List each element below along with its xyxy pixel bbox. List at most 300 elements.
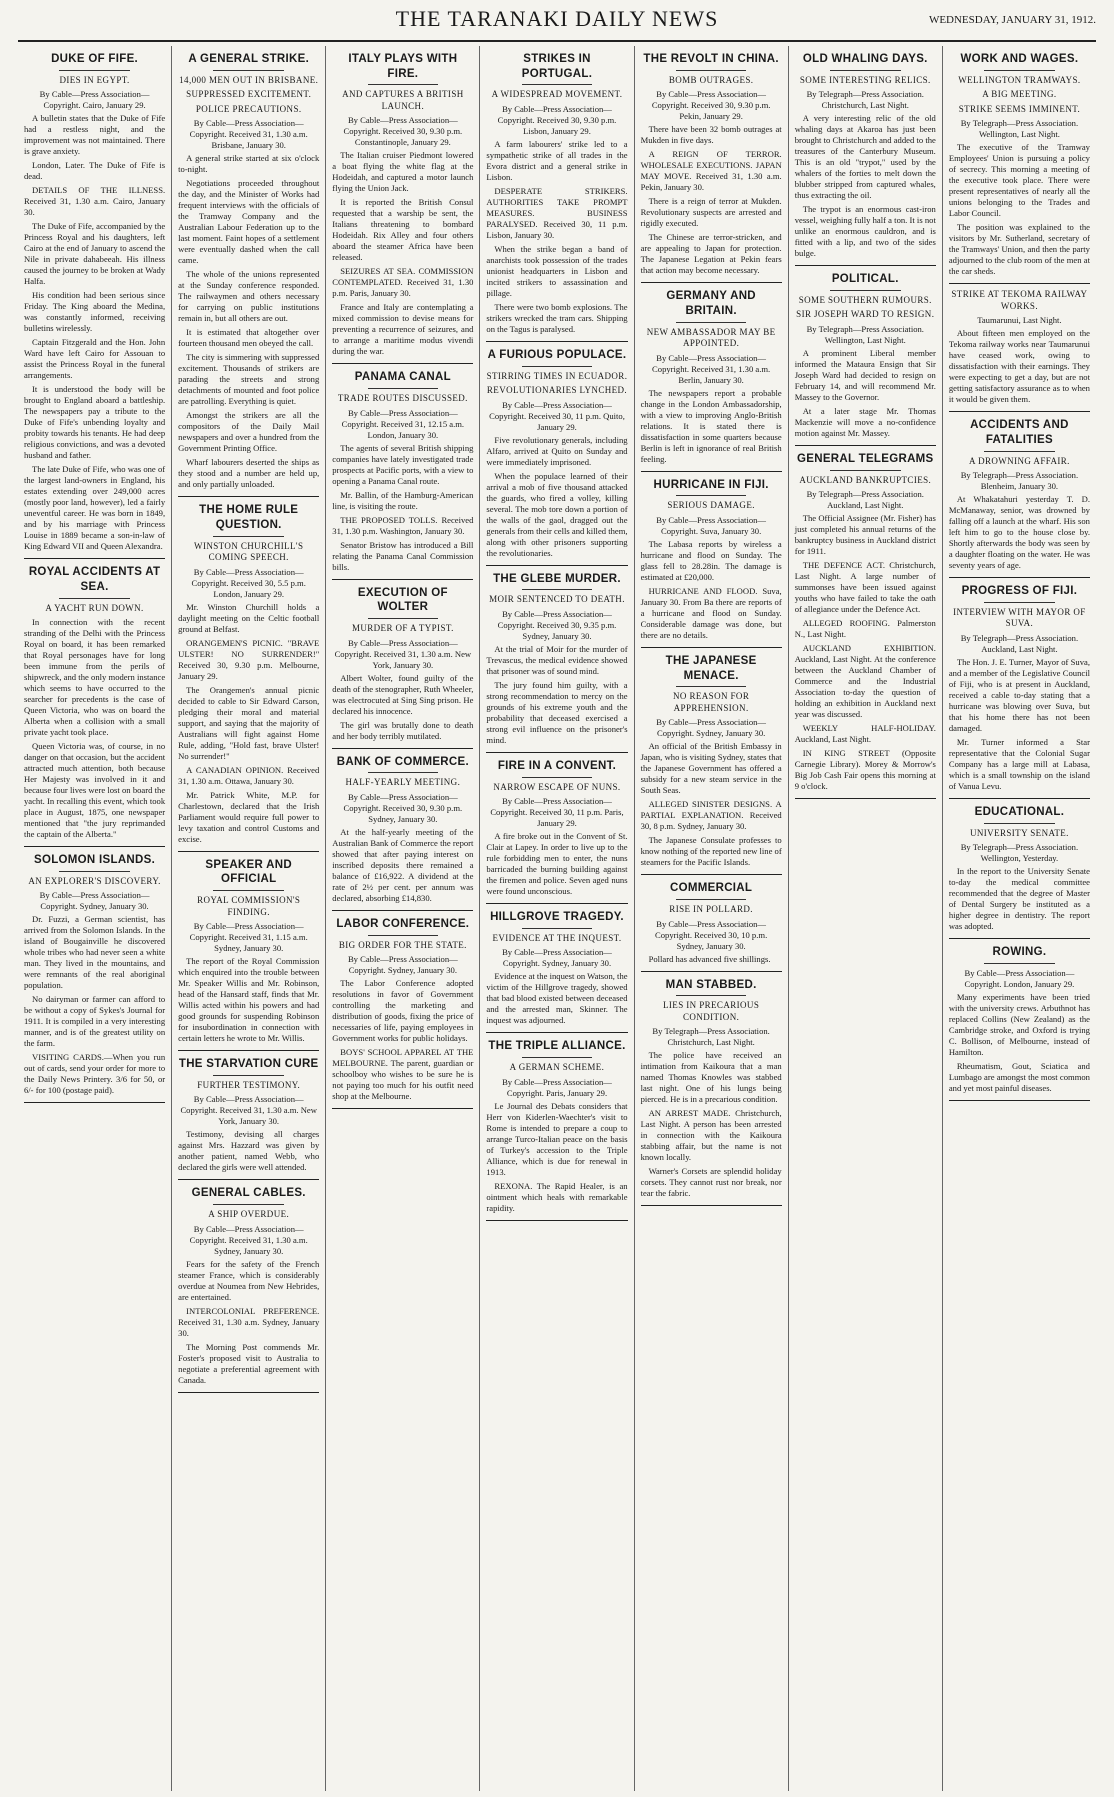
article-paragraph: The Official Assignee (Mr. Fisher) has just completed his annual returns of the bankruptcy business in Auckland district for 1911. — [794, 513, 936, 557]
headline-rule — [59, 70, 130, 71]
article — [178, 858, 319, 1044]
article — [486, 759, 627, 897]
headline-rule — [984, 963, 1055, 964]
article-paragraph: SEIZURES AT SEA. COMMISSION CONTEMPLATED. Received 31, 1.30 p.m. Paris, January 30. — [332, 266, 474, 299]
article-headline: POLITICAL. — [831, 273, 899, 286]
article — [795, 52, 936, 259]
headline-rule — [522, 589, 593, 590]
article-paragraph: The position was explained to the visitors by Mr. Sutherland, secretary of the Tramways' Union, and then the party adjourned to the club room of the men at the car sheds. — [948, 222, 1090, 277]
article-paragraph: The late Duke of Fife, who was one of the largest land-owners in England, his estates extending over 249,000 acres (mostly poor land, however), led a fairly uneventful career. He was born in 1849, and by his marriage with Princess Louise in 1889 became a son-in-law of King Edward VII and Queen Alexandra. — [24, 464, 166, 552]
article-dateline: By Cable—Press Association—Copyright. Sydney, January 30. — [347, 954, 458, 976]
article-paragraph: The city is simmering with suppressed excitement. Thousands of strikers are parading the streets and strong detachments of mounted and foot police are patrolling. Everything is quiet. — [178, 352, 320, 407]
article-dateline: By Telegraph—Press Association. Christchurch, Last Night. — [806, 89, 924, 111]
article-subhead: SUPPRESSED EXCITEMENT. — [186, 89, 312, 100]
article-paragraph: Evidence at the inquest on Watson, the victim of the Hillgrove tragedy, showed that bad blood existed between deceased and the arrested man, Skinner. The inquest was adjourned. — [486, 971, 628, 1026]
article-paragraph: France and Italy are contemplating a mixed commission to devise means for preventing a recurrence of seizures, and to arrange a maritime modus vivendi during the war. — [332, 302, 474, 357]
article-separator — [24, 558, 165, 559]
article-paragraph: Mr. Ballin, of the Hamburg-American line, is visiting the route. — [332, 489, 474, 511]
article-headline: THE TRIPLE ALLIANCE. — [488, 1040, 626, 1053]
article-headline: THE JAPANESE MENACE. — [665, 654, 757, 682]
article-dateline: By Telegraph—Press Association. Christchurch, Last Night. — [652, 1026, 770, 1048]
headline-rule — [368, 388, 439, 389]
article-subhead: STRIKE SEEMS IMMINENT. — [958, 103, 1081, 114]
article-separator — [332, 910, 473, 911]
article-headline: GENERAL CABLES. — [191, 1187, 306, 1200]
article-paragraph: The trypot is an enormous cast-iron vessel, weighing fully half a ton. It is not unlike an enormous cauldron, and is fitted with a lip, and two of the sides bulge. — [794, 204, 936, 259]
article-dateline: By Cable—Press Association—Copyright. Received 30, 9.30 p.m. Sydney, January 30. — [343, 791, 463, 824]
article-separator — [178, 1050, 319, 1051]
article-paragraph: Dr. Fuzzi, a German scientist, has arrived from the Solomon Islands. In the island of Bougainville he discovered whole tribes who had never seen a white man. They lived in the mountains, and were remnants of the real aboriginal population. — [24, 914, 166, 991]
headline-rule — [522, 928, 593, 929]
article-separator — [486, 752, 627, 753]
column-2 — [172, 46, 326, 1791]
article-subhead: STRIKE AT TEKOMA RAILWAY WORKS. — [951, 289, 1088, 311]
article-dateline: By Cable—Press Association—Copyright. Received 30, 9.30 p.m. Lisbon, January 29. — [497, 103, 617, 136]
article-paragraph: The Hon. J. E. Turner, Mayor of Suva, and a member of the Legislative Council of Fiji, who is at present in Auckland, received a cable to-day stating that a hurricane was blowing over Suva, but that his home there has not been damaged. — [948, 657, 1090, 733]
article — [178, 1186, 319, 1385]
article-separator — [949, 1100, 1090, 1101]
article-separator — [486, 565, 627, 566]
article-paragraph: Albert Wolter, found guilty of the death of the stenographer, Ruth Wheeler, was electrocuted at Sing Sing prison. He declared his innocence. — [332, 672, 474, 716]
masthead — [18, 0, 1096, 42]
article — [332, 370, 473, 572]
article-subhead: INTERVIEW WITH MAYOR OF SUVA. — [953, 606, 1086, 629]
article-paragraph: The police have received an intimation from Kaikoura that a man named Thomas Knowles was stabbed last night. One of his lungs being pierced. He is in a precarious condition. — [640, 1050, 782, 1105]
article-subhead: HALF-YEARLY MEETING. — [345, 777, 461, 788]
article — [486, 572, 627, 746]
article-subhead: TRADE ROUTES DISCUSSED. — [337, 393, 468, 404]
article-paragraph: A bulletin states that the Duke of Fife had a restless night, and the improvement was not maintained. There is grave anxiety. — [24, 113, 166, 157]
article-paragraph: A fire broke out in the Convent of St. Clair at Lapey. In order to live up to the rule forbidding men to enter, the nuns barricaded the burning building against the firemen and police. Seven aged nuns were found unconscious. — [486, 831, 628, 897]
article-paragraph: When the populace learned of their arrival a mob of five thousand attacked the guards, who fired a volley, killing several. The mob tore down a portion of the walls of the gaol, dragged out the generals from their cells and killed them, along with other prisoners supporting the revolutionaries. — [486, 470, 628, 558]
article-paragraph: No dairyman or farmer can afford to be without a copy of Sykes's Journal for 1911. It is compiled in a very interesting manner, and is of the greatest utility on the farm. — [24, 994, 166, 1049]
article-dateline: By Cable—Press Association—Copyright. London, January 29. — [964, 967, 1075, 989]
article-dateline: By Cable—Press Association—Copyright. Received 31, 1.30 a.m. Berlin, January 30. — [652, 352, 771, 385]
article-paragraph: Senator Bristow has introduced a Bill relating the Panama Canal Commission bills. — [332, 539, 474, 572]
article — [332, 586, 473, 742]
article-paragraph: The jury found him guilty, with a strong recommendation to mercy on the grounds of his extreme youth and the probability that deceased exercised a strong evil influence on the prisoner's mind. — [486, 679, 628, 745]
article-headline: STRIKES IN PORTUGAL. — [521, 53, 593, 80]
article — [795, 452, 936, 792]
article-subhead: EVIDENCE AT THE INQUEST. — [492, 932, 622, 943]
headline-rule — [676, 686, 747, 687]
article-paragraph: ORANGEMEN'S PICNIC. "BRAVE ULSTER! NO SURRENDER!" Received 30, 9.30 p.m. Melbourne, January 29. — [178, 637, 320, 681]
column-7 — [943, 46, 1096, 1791]
headline-rule — [984, 823, 1055, 824]
headline-rule — [984, 70, 1055, 71]
article-paragraph: The Japanese Consulate professes to know nothing of the reported new line of steamers for the Pacific Islands. — [640, 835, 782, 868]
article-separator — [24, 1102, 165, 1103]
article — [332, 755, 473, 904]
headline-rule — [368, 84, 439, 85]
article — [641, 978, 782, 1200]
article-subhead: 14,000 MEN OUT IN BRISBANE. — [179, 74, 319, 85]
article-dateline: By Cable—Press Association—Copyright. Received 30, 9.35 p.m. Sydney, January 30. — [497, 608, 617, 641]
column-5 — [635, 46, 789, 1791]
headline-rule — [676, 899, 747, 900]
headline-rule — [522, 1057, 593, 1058]
article-subhead: A YACHT RUN DOWN. — [45, 602, 144, 613]
article-headline: EDUCATIONAL. — [974, 806, 1065, 818]
article-paragraph: The executive of the Tramway Employees' Union is pursuing a policy of secrecy. This morning a meeting of the executive took place. There were present representatives of nearly all the unions belonging to the Trades and Labor Council. — [948, 142, 1090, 219]
article-paragraph: The Labasa reports by wireless a hurricane and flood on Sunday. The glass fell to 28.28in. The damage is estimated at £20,000. — [640, 538, 782, 582]
article-separator — [641, 874, 782, 875]
article-paragraph: A farm labourers' strike led to a sympathetic strike of all trades in the Evora district and a general strike in Lisbon. — [486, 138, 628, 182]
article-subhead: AN EXPLORER'S DISCOVERY. — [28, 875, 161, 886]
article-paragraph: AN ARREST MADE. Christchurch, Last Night. A person has been arrested in connection with the Kaikoura stabbing affair, but the name is not known locally. — [640, 1108, 782, 1163]
article-paragraph: The Orangemen's annual picnic decided to cable to Sir Edward Carson, pledging their moral and material support, and saying that the majority of Australians will fight against Home Rule, adding, "Hold fast, brave Ulster! No surrender!" — [178, 684, 320, 761]
article-paragraph: A prominent Liberal member informed the Mataura Ensign that Sir Joseph Ward had decided to resign on February 14, and will recommend Mr. Massey to the Governor. — [794, 347, 936, 402]
article — [178, 52, 319, 490]
article-dateline: By Cable—Press Association—Copyright. Received 31, 1.30 a.m. Brisbane, January 30. — [189, 118, 308, 151]
article-dateline: By Cable—Press Association—Copyright. Paris, January 29. — [502, 1076, 612, 1098]
article-headline: THE GLEBE MURDER. — [493, 572, 621, 585]
headline-rule — [213, 890, 284, 891]
article-paragraph: Queen Victoria was, of course, in no danger on that occasion, but the accident attracted much attention, both because Her Majesty was involved in it and because four lives were lost on board the yacht. In recalling this event, which took place in August, 1875, one newspaper mentioned that "the jury reprimanded the captain of the Alberta." — [24, 741, 166, 840]
article-subhead: NEW AMBASSADOR MAY BE APPOINTED. — [646, 326, 776, 349]
article-subhead: UNIVERSITY SENATE. — [969, 827, 1069, 838]
article-paragraph: The Duke of Fife, accompanied by the Princess Royal and his daughters, left Cairo at the end of January to ascend the Nile in private dahabeeah. His illness caused the journey to be broken at Wady Halfa. — [24, 221, 166, 287]
article-headline: WORK AND WAGES. — [960, 53, 1079, 65]
article-subhead: WELLINGTON TRAMWAYS. — [958, 74, 1081, 85]
article-headline: THE REVOLT IN CHINA. — [643, 53, 779, 65]
column-6 — [789, 46, 943, 1791]
article-headline: DUKE OF FIFE. — [51, 53, 139, 65]
headline-rule — [830, 290, 901, 291]
article-paragraph: Le Journal des Debats considers that Herr von Kiderlen-Waechter's visit to Rome is intended to prepare a coup to arrange Turco-Italian peace on the basis of Turkey's accession to the Triple Alliance, which is due for renewal in 1913. — [486, 1100, 628, 1177]
article-separator — [641, 1205, 782, 1206]
article-dateline: By Telegraph—Press Association. Wellington, Yesterday. — [960, 842, 1079, 864]
article-dateline: By Cable—Press Association—Copyright. Suva, January 30. — [656, 514, 767, 536]
article-headline: ITALY PLAYS WITH FIRE. — [348, 53, 458, 80]
article-dateline: By Cable—Press Association—Copyright. Received 31, 1.15 a.m. Sydney, January 30. — [189, 921, 308, 954]
article-headline: GERMANY AND BRITAIN. — [666, 290, 756, 317]
headline-rule — [213, 70, 284, 71]
article-paragraph: About fifteen men employed on the Tekoma railway works near Taumarunui have ceased work, owing to dissatisfaction with their earnings. They were expecting to get a day, but are not getting satisfactory assurance as to when it would be given them. — [948, 328, 1090, 405]
article-paragraph: It is estimated that altogether over fourteen thousand men obeyed the call. — [178, 327, 320, 349]
article-subhead: NO REASON FOR APPREHENSION. — [673, 691, 750, 713]
headline-rule — [830, 470, 901, 471]
article-dateline: By Telegraph—Press Association. Auckland, Last Night. — [960, 633, 1079, 654]
article-paragraph: The Italian cruiser Piedmont lowered a boat flying the white flag at the Hodeidah, and captured a motor launch flying the Union Jack. — [332, 150, 474, 194]
article-paragraph: Pollard has advanced five shillings. — [648, 953, 771, 964]
article-subhead: REVOLUTIONARIES LYNCHED. — [486, 385, 628, 396]
article — [641, 52, 782, 276]
column-4 — [480, 46, 634, 1791]
article — [949, 418, 1090, 571]
article-paragraph: INTERCOLONIAL PREFERENCE. Received 31, 1.30 a.m. Sydney, January 30. — [178, 1305, 320, 1338]
headline-rule — [59, 598, 130, 599]
article — [486, 1039, 627, 1213]
article — [486, 910, 627, 1026]
article-paragraph: In connection with the recent stranding of the Delhi with the Princess Royal on board, it has been remarked that Royal personages have for long been immune from the perils of shipwreck, and the only modern instance which seems to have occurred to the searcher for precedents is the case of Queen Victoria, who was on board the Alberta when a collision with a small private yacht took place. — [24, 617, 166, 738]
article-paragraph: The whole of the unions represented at the Sunday conference responded. The railwaymen and others necessary for carrying on public institutions remain in, but all others are out. — [178, 269, 320, 324]
article-paragraph: AUCKLAND EXHIBITION. Auckland, Last Night. At the conference between the Auckland Chamber of Commerce and the Industrial Association to-day the question of holding an exhibition in Auckland next year was discussed. — [794, 643, 936, 720]
article-paragraph: In the report to the University Senate to-day the medical committee recommended that the degree of Master of Dental Surgery be instituted as a higher degree in dentistry. The report was adopted. — [948, 866, 1090, 932]
article-paragraph: A general strike started at six o'clock to-night. — [178, 153, 320, 175]
article-headline: HILLGROVE TRAGEDY. — [490, 911, 624, 924]
article-separator — [949, 577, 1090, 578]
article — [949, 805, 1090, 932]
article-headline: SOLOMON ISLANDS. — [34, 854, 156, 867]
article-separator — [332, 1108, 473, 1109]
article-paragraph: Warner's Corsets are splendid holiday corsets. They cannot rust nor break, nor tear the fabric. — [640, 1166, 782, 1199]
article — [332, 52, 473, 357]
article-headline: PROGRESS OF FIJI. — [961, 585, 1078, 598]
article-paragraph: The report of the Royal Commission which enquired into the trouble between Mr. Speaker Willis and Mr. Robinson, head of the Hansard staff, finds that Mr. Willis acted within his powers and had good grounds for suspending Robinson for insubordination in connection with certain letters he wrote to Mr. Willis. — [178, 956, 320, 1044]
article-paragraph: Negotiations proceeded throughout the day, and the Minister of Works had frequent interviews with the officials of the Tramway Company and the Australian Labour Federation up to the last moment. Faint hopes of a settlement were eventually dashed when the call came. — [178, 178, 320, 266]
article-paragraph: ALLEGED ROOFING. Palmerston N., Last Night. — [794, 618, 936, 640]
headline-rule — [368, 935, 439, 936]
article-paragraph: Captain Fitzgerald and the Hon. John Ward have left Cairo for Assouan to assist the Princess Royal in the funeral arrangements. — [24, 337, 166, 381]
article-paragraph: THE DEFENCE ACT. Christchurch, Last Night. A large number of summonses have been issued against youths who have failed to take the oath of allegiance under the Defence Act. — [794, 560, 936, 615]
headline-rule — [213, 1075, 284, 1076]
headline-rule — [368, 772, 439, 773]
headline-rule — [676, 70, 747, 71]
article — [641, 881, 782, 964]
article-headline: SPEAKER AND OFFICIAL — [205, 858, 292, 886]
article-headline: THE STARVATION CURE — [178, 1058, 319, 1071]
article-dateline: By Cable—Press Association—Copyright. Received 30, 9.30 p.m. Constantinople, January 29. — [343, 115, 463, 148]
article-dateline: By Cable—Press Association—Copyright. Received 30, 9.30 p.m. Pekin, January 29. — [651, 89, 771, 122]
article-separator — [949, 411, 1090, 412]
article-dateline: By Cable—Press Association—Copyright. Received 30, 5.5 p.m. London, January 29. — [191, 566, 306, 599]
article-paragraph: It is understood the body will be brought to England aboard a battleship. The newspapers pay a tribute to the Duke of Fife's unbending loyalty and probity towards his tenants. He had deep religious convictions, and was a devoted husband and father. — [24, 384, 166, 461]
article-separator — [641, 282, 782, 283]
article-separator — [178, 1179, 319, 1180]
article-paragraph: A very interesting relic of the old whaling days at Akaroa has just been brought to Christchurch and added to the treasures of the Canterbury Museum. This is an old "trypot," used by the whalers of the forties to melt down the blubber stripped from captured whales, thus extracting the oil. — [794, 113, 936, 201]
article-headline: A FURIOUS POPULACE. — [487, 348, 627, 361]
article-paragraph: IN KING STREET (Opposite Carnegie Library). Morey & Morrow's Big Job Cash Fair opens this morning at 9 o'clock. — [794, 748, 936, 792]
article-paragraph: The agents of several British shipping companies have lately investigated trade prospects at Pacific ports, with a view to opening a Panama Canal route. — [332, 442, 474, 486]
column-3 — [326, 46, 480, 1791]
article-separator — [795, 798, 936, 799]
article-paragraph: VISITING CARDS.—When you run out of cards, send your order for more to the Daily News Printery. 3/6 for 50, or 6/- for 100 (postage paid). — [24, 1052, 166, 1096]
article-headline: BANK OF COMMERCE. — [336, 755, 469, 768]
article-paragraph: The girl was brutally done to death and her body terribly mutilated. — [332, 719, 474, 741]
article-headline: ROYAL ACCIDENTS AT SEA. — [28, 566, 161, 593]
article-subhead: DIES IN EGYPT. — [59, 74, 130, 85]
article — [949, 52, 1090, 277]
headline-rule — [213, 1204, 284, 1205]
article-paragraph: Five revolutionary generals, including Alfaro, arrived at Quito on Sunday and were immediately imprisoned. — [486, 434, 628, 467]
article — [24, 853, 165, 1096]
article-subhead: A DROWNING AFFAIR. — [969, 455, 1070, 466]
article-paragraph: It is reported the British Consul requested that a warship be sent, the Italians threatening to bombard Hodeidah. Rix Alley and four others aboard the steamer Africa have been released. — [332, 197, 474, 263]
article-subhead: STIRRING TIMES IN ECUADOR. — [486, 370, 628, 381]
article-headline: THE HOME RULE QUESTION. — [199, 504, 299, 531]
article-separator — [486, 1032, 627, 1033]
article-subhead: BIG ORDER FOR THE STATE. — [338, 939, 467, 950]
article-subhead: WINSTON CHURCHILL'S COMING SPEECH. — [194, 540, 304, 563]
article-separator — [486, 341, 627, 342]
article-dateline: By Cable—Press Association—Copyright. Received 31, 1.30 a.m. New York, January 30. — [334, 637, 472, 670]
headline-rule — [522, 366, 593, 367]
article-headline: EXECUTION OF WOLTER — [357, 586, 448, 614]
headline-rule — [522, 84, 593, 85]
article-dateline: Taumarunui, Last Night. — [977, 315, 1062, 326]
issue-date: WEDNESDAY, JANUARY 31, 1912. — [928, 14, 1096, 26]
article-paragraph: WEEKLY HALF-HOLIDAY. Auckland, Last Night. — [794, 723, 936, 745]
article-paragraph: The newspapers report a probable change in the London Ambassadorship, with a view to improving Anglo-British relations. It is stated there is dissatisfaction in some quarters because Berlin is left in ignorance of real British feeling. — [640, 387, 782, 464]
article-paragraph: The Labor Conference adopted resolutions in favor of Government controlling the marketing and distribution of goods, fixing the price of necessaries of life, paying employees in Government works for public holidays. — [332, 978, 474, 1044]
article-subhead: AUCKLAND BANKRUPTCIES. — [799, 474, 932, 485]
article-paragraph: ALLEGED SINISTER DESIGNS. A PARTIAL EXPLANATION. Received 30, 8 p.m. Sydney, January 30. — [640, 799, 782, 832]
article-subhead: POLICE PRECAUTIONS. — [195, 103, 302, 114]
article-paragraph: Mr. Winston Churchill holds a daylight meeting on the Celtic football ground at Belfast. — [178, 601, 320, 634]
article-headline: A GENERAL STRIKE. — [188, 53, 310, 65]
article-paragraph: An official of the British Embassy in Japan, who is visiting Sydney, states that the Japanese Government has offered a subsidy for a new steam service in the South Seas. — [640, 741, 782, 796]
article-paragraph: THE PROPOSED TOLLS. Received 31, 1.30 p.m. Washington, January 30. — [332, 514, 474, 536]
article-separator — [332, 363, 473, 364]
article-paragraph: When the strike began a band of anarchists took possession of the trades unionist headquarters in Lisbon and incited strikers to assassination and pillage. — [486, 243, 628, 298]
article-headline: OLD WHALING DAYS. — [802, 53, 928, 65]
article-subhead: NARROW ESCAPE OF NUNS. — [493, 781, 621, 792]
headline-rule — [676, 322, 747, 323]
article-headline: LABOR CONFERENCE. — [336, 917, 470, 930]
article-subhead: A BIG MEETING. — [982, 89, 1057, 100]
article-separator — [486, 903, 627, 904]
article-dateline: By Telegraph—Press Association. Auckland, Last Night. — [806, 489, 924, 511]
article-subhead: SIR JOSEPH WARD TO RESIGN. — [796, 309, 935, 320]
article-paragraph: DESPERATE STRIKERS. AUTHORITIES TAKE PROMPT MEASURES. BUSINESS PARALYSED. Received 30, 11 p.m. Lisbon, January 30. — [486, 185, 628, 240]
article-separator — [641, 647, 782, 648]
newspaper-page — [18, 46, 1096, 1791]
article-subhead: ROYAL COMMISSION'S FINDING. — [197, 895, 301, 917]
article-dateline: By Cable—Press Association—Copyright. Received 30, 11 p.m. Quito, January 29. — [489, 399, 625, 432]
article-paragraph: DETAILS OF THE ILLNESS. Received 31, 1.30 a.m. Cairo, January 30. — [24, 185, 166, 218]
article-paragraph: There is a reign of terror at Mukden. Revolutionary suspects are arrested and rigidly executed. — [640, 196, 782, 229]
article — [949, 289, 1090, 405]
article-subhead: A GERMAN SCHEME. — [509, 1062, 605, 1073]
article-paragraph: There have been 32 bomb outrages at Mukden in five days. — [640, 124, 782, 146]
article-paragraph: London, Later. The Duke of Fife is dead. — [24, 160, 166, 182]
article-paragraph: Rheumatism, Gout, Sciatica and Lumbago are amongst the most common and yet most painful diseases. — [948, 1060, 1090, 1093]
article-subhead: A WIDESPREAD MOVEMENT. — [491, 89, 623, 100]
article — [178, 503, 319, 844]
headline-rule — [213, 536, 284, 537]
article-paragraph: Mr. Patrick White, M.P. for Charlestown, declared that the Irish Parliament would require full power to levy taxation and control Customs and excise. — [178, 789, 320, 844]
article-subhead: FURTHER TESTIMONY. — [197, 1079, 301, 1090]
headline-rule — [59, 871, 130, 872]
article-headline: FIRE IN A CONVENT. — [497, 759, 617, 772]
article-dateline: By Cable—Press Association—Copyright. Sydney, January 30. — [39, 890, 150, 912]
article-separator — [641, 971, 782, 972]
article-paragraph: Testimony, devising all charges against Mrs. Hazzard was given by another patient, named Webb, who declared the girls were well attended. — [178, 1129, 320, 1173]
article-paragraph: Amongst the strikers are all the compositors of the Daily Mail newspapers and over a hundred from the Government Printing Office. — [178, 410, 320, 454]
article-paragraph: A CANADIAN OPINION. Received 31, 1.30 a.m. Ottawa, January 30. — [178, 764, 320, 786]
article-dateline: By Telegraph—Press Association. Wellington, Last Night. — [960, 118, 1079, 140]
article-paragraph: A REIGN OF TERROR. WHOLESALE EXECUTIONS. JAPAN MAY MOVE. Received 31, 1.30 a.m. Pekin, January 30. — [640, 149, 782, 193]
article-paragraph: The Chinese are terror-stricken, and are appealing to Japan for protection. The Japanese Legation at Pekin fears that action may become necessary. — [640, 232, 782, 276]
article-subhead: RISE IN POLLARD. — [669, 904, 753, 915]
article — [949, 584, 1090, 792]
headline-rule — [984, 602, 1055, 603]
article-subhead: SOME SOUTHERN RUMOURS. — [798, 294, 932, 305]
article-dateline: By Cable—Press Association—Copyright. Sydney, January 30. — [502, 947, 612, 969]
article — [332, 917, 473, 1102]
article-dateline: By Telegraph—Press Association. Wellington, Last Night. — [806, 323, 924, 345]
article — [178, 1057, 319, 1173]
article — [641, 654, 782, 868]
headline-rule — [368, 618, 439, 619]
article-headline: PANAMA CANAL — [354, 371, 451, 384]
article-paragraph: Mr. Turner informed a Star representative that the Colonial Sugar Company has a large mill at Labasa, which is a small township on the island of Vanua Levu. — [948, 737, 1090, 791]
article-paragraph: Many experiments have been tried with the university crews. Arbuthnot has replaced Collins (New Zealand) as the Cambridge stroke, and Oxford is trying C. Bollison, of Melbourne, instead of Hamilton. — [948, 991, 1090, 1057]
article-separator — [486, 1220, 627, 1221]
article-paragraph: His condition had been serious since Friday. The King aboard the Medina, was constantly informed, receiving bulletins wirelessly. — [24, 290, 166, 334]
article-separator — [795, 445, 936, 446]
article-paragraph: REXONA. The Rapid Healer, is an ointment which heals with remarkable rapidity. — [486, 1180, 628, 1213]
article — [24, 565, 165, 840]
article-subhead: SERIOUS DAMAGE. — [667, 500, 755, 511]
article-paragraph: Fears for the safety of the French steamer France, which is considerably overdue at Noumea from New Hebrides, are entertained. — [178, 1258, 320, 1302]
article-paragraph: At a later stage Mr. Thomas Mackenzie will move a no-confidence motion against Mr. Massey. — [794, 405, 936, 438]
headline-rule — [676, 495, 747, 496]
article-paragraph: Wharf labourers deserted the ships as they stood and a number are held up, and only partially unloaded. — [178, 457, 320, 490]
article-dateline: By Cable—Press Association—Copyright. Sydney, January 30. — [656, 717, 767, 739]
article-subhead: MOIR SENTENCED TO DEATH. — [489, 594, 625, 605]
article-paragraph: HURRICANE AND FLOOD. Suva, January 30. From Ba there are reports of a hurricane and flood on Sunday. Considerable damage was done, but there are no details. — [640, 585, 782, 640]
article-dateline: By Cable—Press Association—Copyright. Cairo, January 29. — [39, 89, 150, 111]
article-separator — [332, 579, 473, 580]
column-1 — [18, 46, 172, 1791]
article-headline: COMMERCIAL — [670, 882, 753, 895]
article-headline: GENERAL TELEGRAMS — [797, 452, 934, 465]
article-separator — [949, 938, 1090, 939]
article-dateline: By Cable—Press Association—Copyright. Received 30, 11 p.m. Paris, January 29. — [490, 796, 624, 829]
article — [641, 289, 782, 464]
article-separator — [641, 471, 782, 472]
article-subhead: BOMB OUTRAGES. — [668, 74, 754, 85]
article — [24, 52, 165, 552]
article — [486, 348, 627, 559]
newspaper-title: THE TARANAKI DAILY NEWS — [395, 6, 719, 31]
article-subhead: SOME INTERESTING RELICS. — [799, 74, 931, 85]
article-headline: ACCIDENTS AND FATALITIES — [970, 419, 1069, 447]
article-headline: MAN STABBED. — [665, 978, 757, 991]
article-dateline: By Cable—Press Association—Copyright. Received 31, 12.15 a.m. London, January 30. — [341, 407, 465, 440]
article-separator — [178, 851, 319, 852]
article-paragraph: At the half-yearly meeting of the Australian Bank of Commerce the report showed that after paying interest on inscribed deposits there remained a balance of £16,922. A dividend at the rate of 2½ per cent. per annum was declared, absorbing £14,830. — [332, 826, 474, 903]
article-separator — [949, 798, 1090, 799]
article-dateline: By Cable—Press Association—Copyright. Received 30, 10 p.m. Sydney, January 30. — [655, 918, 768, 951]
article-dateline: By Telegraph—Press Association. Blenheim, January 30. — [960, 470, 1079, 492]
article-subhead: MURDER OF A TYPIST. — [351, 623, 454, 634]
article-separator — [795, 265, 936, 266]
article-paragraph: The Morning Post commends Mr. Foster's proposed visit to Australia to negotiate a preferential agreement with Canada. — [178, 1341, 320, 1385]
article — [795, 272, 936, 439]
headline-rule — [522, 777, 593, 778]
headline-rule — [984, 451, 1055, 452]
article-subhead: AND CAPTURES A BRITISH LAUNCH. — [342, 89, 464, 111]
article-headline: ROWING. — [992, 946, 1047, 959]
article-paragraph: At Whakatahuri yesterday T. D. McManaway, senior, was drowned by falling off a launch at the wharf. His son left him to go to the house close by. Shortly afterwards the body was seen by a daughter floating on the water. He was seventy years of age. — [948, 494, 1090, 571]
article-paragraph: At the trial of Moir for the murder of Trevascus, the medical evidence showed that prisoner was of sound mind. — [486, 643, 628, 676]
article-paragraph: There were two bomb explosions. The strikers wrecked the tram cars. Shipping on the Tagus is paralysed. — [486, 301, 628, 334]
article — [949, 945, 1090, 1094]
article-separator — [24, 846, 165, 847]
article — [641, 478, 782, 641]
article-separator — [178, 496, 319, 497]
article — [486, 52, 627, 335]
article-subhead: LIES IN PRECARIOUS CONDITION. — [663, 1000, 760, 1022]
article-paragraph: BOYS' SCHOOL APPAREL AT THE MELBOURNE. The parent, guardian or schoolboy who wishes to be sure he is not paying too much for his outfit need shop at the Melbourne. — [332, 1047, 474, 1102]
article-headline: HURRICANE IN FIJI. — [653, 478, 769, 491]
article-dateline: By Cable—Press Association—Copyright. Received 31, 1.30 a.m. New York, January 30. — [180, 1094, 317, 1127]
article-separator — [332, 748, 473, 749]
article-dateline: By Cable—Press Association—Copyright. Received 31, 1.30 a.m. Sydney, January 30. — [189, 1223, 308, 1256]
